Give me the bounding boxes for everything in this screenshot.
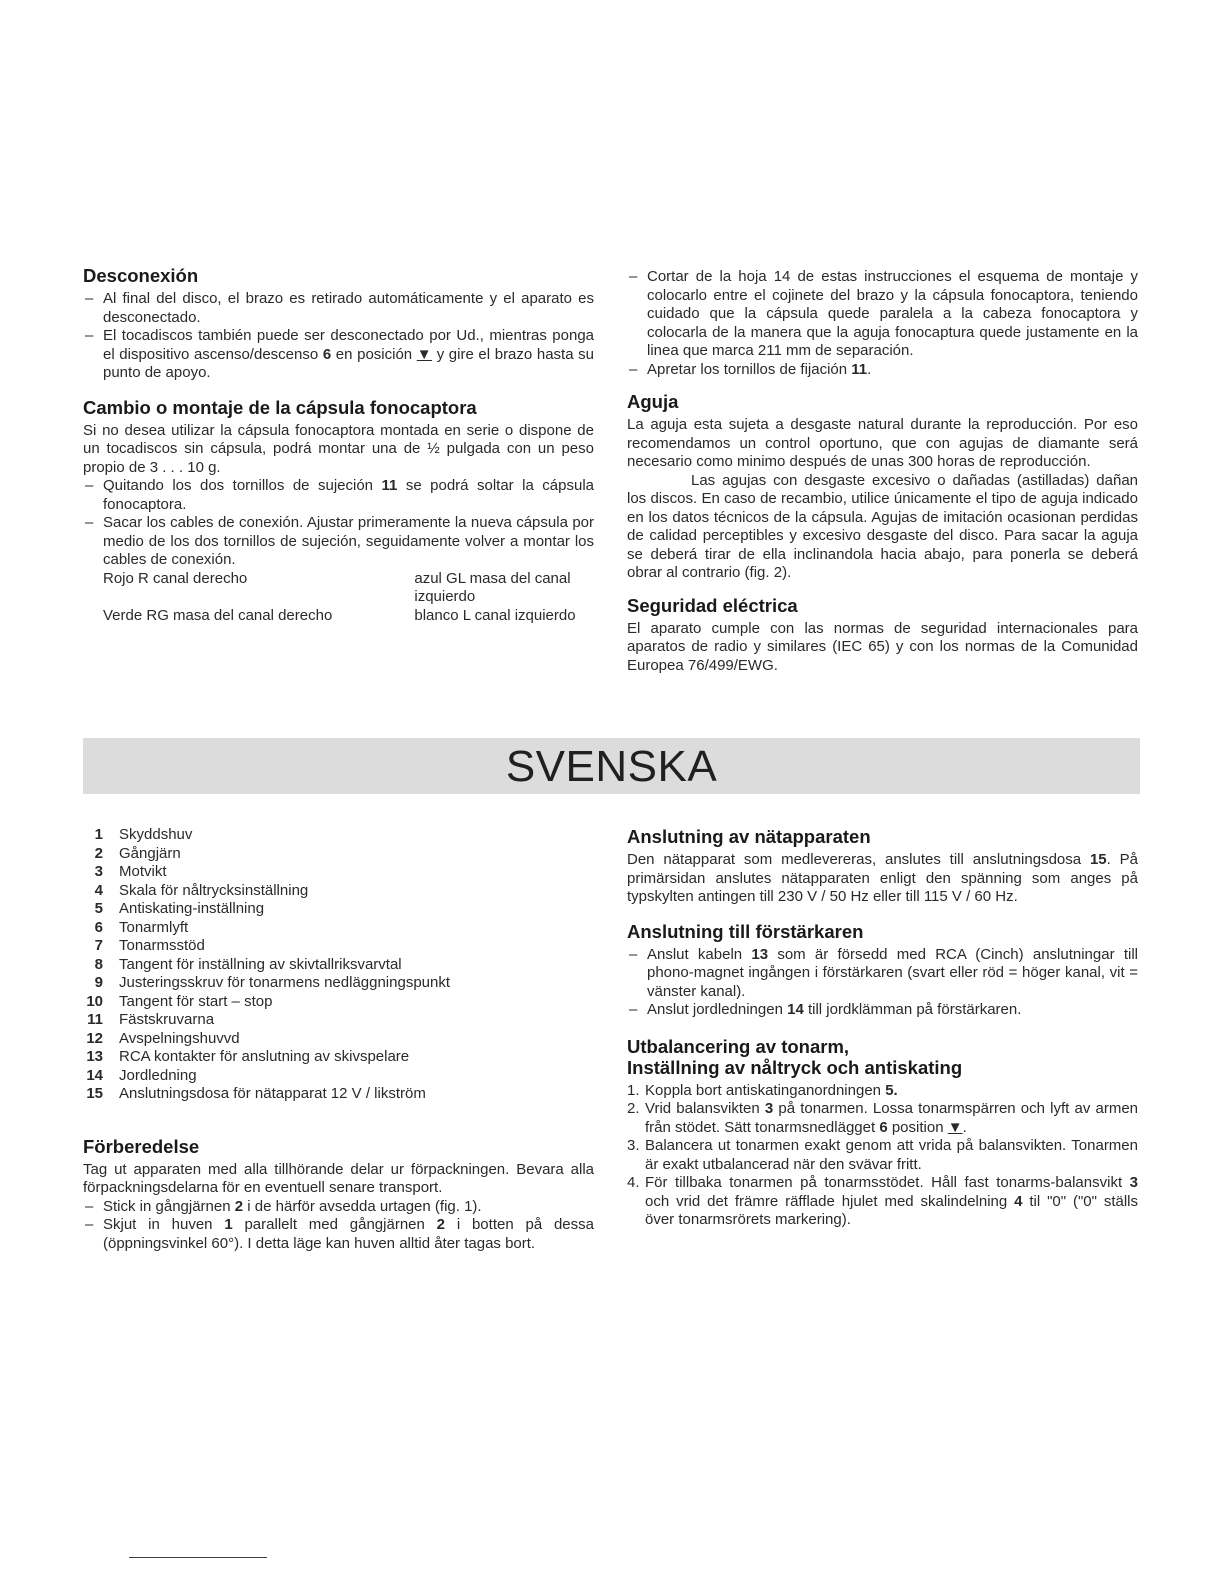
heading-forberedelse: Förberedelse (83, 1135, 200, 1157)
heading-cambio: Cambio o montaje de la cápsula fonocaptora (83, 396, 477, 418)
list-item: 13 RCA kontakter för anslutning av skivspelare (86, 1048, 410, 1065)
lowered-arm-symbol-icon: ▼ (947, 1118, 963, 1136)
list-item: 2 Gångjärn (94, 844, 181, 862)
list-item: – Skjut in huven 1 parallelt med gångjärnen 2 i botten på dessa (öppningsvinkel 60°). I detta läge kan huven alltid åter tagas bort. (83, 1216, 594, 1253)
list-item: – El tocadiscos también puede ser desconectado por Ud., mientras ponga el dispositivo ascenso/descenso 6 en posición ▼ y gire el brazo hasta su punto de apoyo. (83, 327, 594, 383)
sv-right-column (627, 826, 1138, 1230)
list-item: 8 Tangent för inställning av skivtallriksvarvtal (94, 955, 402, 973)
heading-forstarkaren: Anslutning till förstärkaren (627, 920, 864, 942)
list-item: – Cortar de la hoja 14 de estas instrucciones el esquema de montaje y colocarlo entre el cojinete del brazo y la cápsula fonocaptora, teniendo cuidado que la cápsula quede paralela a la cabeza fonocaptora y colocarla de la manera que la aguja fonocaptura quede justamente en la linea que marca 211 mm de separación. (627, 268, 1138, 361)
list-item: 1. Koppla bort antiskatinganordningen 5. (627, 1081, 898, 1099)
list-item: 14 Jordledning (86, 1066, 197, 1084)
paragraph: El aparato cumple con las normas de seguridad internacionales para aparatos de radio y similares (IEC 65) y con los normas de la Comunidad Europea 76/499/EWG. (627, 619, 1138, 674)
cable-left: Rojo R canal derecho (103, 569, 248, 587)
list-item: 11 Fästskruvarna (87, 1011, 215, 1028)
list-item: – Quitando los dos tornillos de sujeción 11 se podrá soltar la cápsula fonocaptora. (83, 477, 594, 514)
cable-table-row (83, 570, 594, 607)
paragraph: Den nätapparat som medlevereras, anslutes till anslutningsdosa 15. På primärsidan anslutes nätapparaten enligt den spänning som anges på typskylten antingen till 230 V / 50 Hz eller till 115 V / 60 Hz. (627, 851, 1138, 905)
parts-list (83, 826, 594, 1104)
list-item: 12 Avspelningshuvvd (86, 1029, 240, 1047)
heading-desconexion: Desconexión (83, 265, 199, 286)
sv-left-column (83, 826, 594, 1253)
paragraph: La aguja esta sujeta a desgaste natural durante la reproducción. Por eso recomendamos un control oportuno, que con agujas de diamante será necesario como minimo después de unas 300 horas de reproducción. (627, 416, 1138, 470)
footnote-divider (129, 1557, 267, 1558)
lowered-arm-symbol-icon: ▼ (416, 345, 433, 363)
list-item: – Stick in gångjärnen 2 i de härför avsedda urtagen (fig. 1). (83, 1198, 594, 1217)
list-item: – Anslut jordledningen 14 till jordklämman på förstärkaren. (627, 1001, 1138, 1020)
es-left-column (83, 265, 594, 625)
list-item: 15 Anslutningsdosa för nätapparat 12 V / likström (86, 1085, 426, 1102)
list-item: 3 Motvikt (94, 863, 167, 880)
heading-natapparaten: Anslutning av nätapparaten (627, 826, 871, 847)
list-item: 2. Vrid balansvikten 3 på tonarmen. Lossa tonarmspärren och lyft av armen från stödet. Sätt tonarmsnedlägget 6 position ▼. (627, 1100, 1139, 1136)
language-banner (83, 738, 1140, 794)
list-item: 10 Tangent för start – stop (86, 992, 273, 1010)
list-item: – Al final del disco, el brazo es retirado automáticamente y el aparato es desconectado. (83, 290, 594, 327)
paragraph: Tag ut apparaten med alla tillhörande delar ur förpackningen. Bevara alla förpackningsdelarna för en eventuell senare transport. (83, 1160, 594, 1196)
cable-right: blanco L canal izquierdo (414, 606, 576, 624)
cable-table-row (83, 607, 594, 626)
cable-right: azul GL masa del canal izquierdo (414, 569, 571, 605)
list-item: – Anslut kabeln 13 som är försedd med RCA (Cinch) anslutningar till phono-magnet ingången i förstärkaren (svart eller röd = höger kanal, vit = vänster kanal). (627, 946, 1138, 1002)
list-item: 5 Antiskating-inställning (94, 900, 265, 917)
list-item: 1 Skyddshuv (94, 826, 193, 843)
list-item: 9 Justeringsskruv för tonarmens nedläggningspunkt (94, 974, 451, 991)
paragraph: Las agujas con desgaste excesivo o dañadas (astilladas) dañan los discos. En caso de recambio, utilice únicamente el tipo de aguja indicado en los datos técnicos de la cápsula. Agujas de imitación ocasionan perdidas de calidad perceptibles y excesivo desgaste del disco. Para sacar la aguja se deberá tirar de ella inclinandola hacia abajo, para ponerla se deberá obrar al contrario (fig. 2). (627, 471, 1138, 581)
banner-title: SVENSKA (505, 742, 718, 791)
list-item: 4. För tillbaka tonarmen på tonarmsstödet. Håll fast tonarms-balansvikt 3 och vrid det främre räfflade hjulet med skalindelning 4 til "0" ("0" ställs över tonarmsrörets markering). (627, 1174, 1139, 1228)
list-item: 7 Tonarmsstöd (94, 937, 205, 954)
list-item: 4 Skala för nåltrycksinställning (94, 881, 309, 899)
heading-utbalancering: Utbalancering av tonarm, (627, 1035, 850, 1057)
list-item: – Apretar los tornillos de fijación 11. (627, 361, 1138, 380)
heading-installning: Inställning av nåltryck och antiskating (627, 1056, 963, 1078)
list-item: – Sacar los cables de conexión. Ajustar primeramente la nueva cápsula por medio de los dos tornillos de sujeción, seguidamente volver a montar los cables de conexión. (83, 514, 594, 570)
list-item: 6 Tonarmlyft (94, 918, 189, 936)
cable-left: Verde RG masa del canal derecho (103, 606, 333, 624)
list-item: 3. Balancera ut tonarmen exakt genom att vrida på balansvikten. Tonarmen är exakt utbalancerad när den svävar fritt. (627, 1137, 1138, 1173)
heading-aguja: Aguja (627, 391, 679, 412)
paragraph: Si no desea utilizar la cápsula fonocaptora montada en serie o dispone de un tocadiscos sin cápsula, podrá montar una de ½ pulgada con un peso propio de 3 . . . 10 g. (83, 421, 594, 476)
es-right-column (627, 268, 1138, 675)
heading-seguridad: Seguridad eléctrica (627, 594, 798, 616)
